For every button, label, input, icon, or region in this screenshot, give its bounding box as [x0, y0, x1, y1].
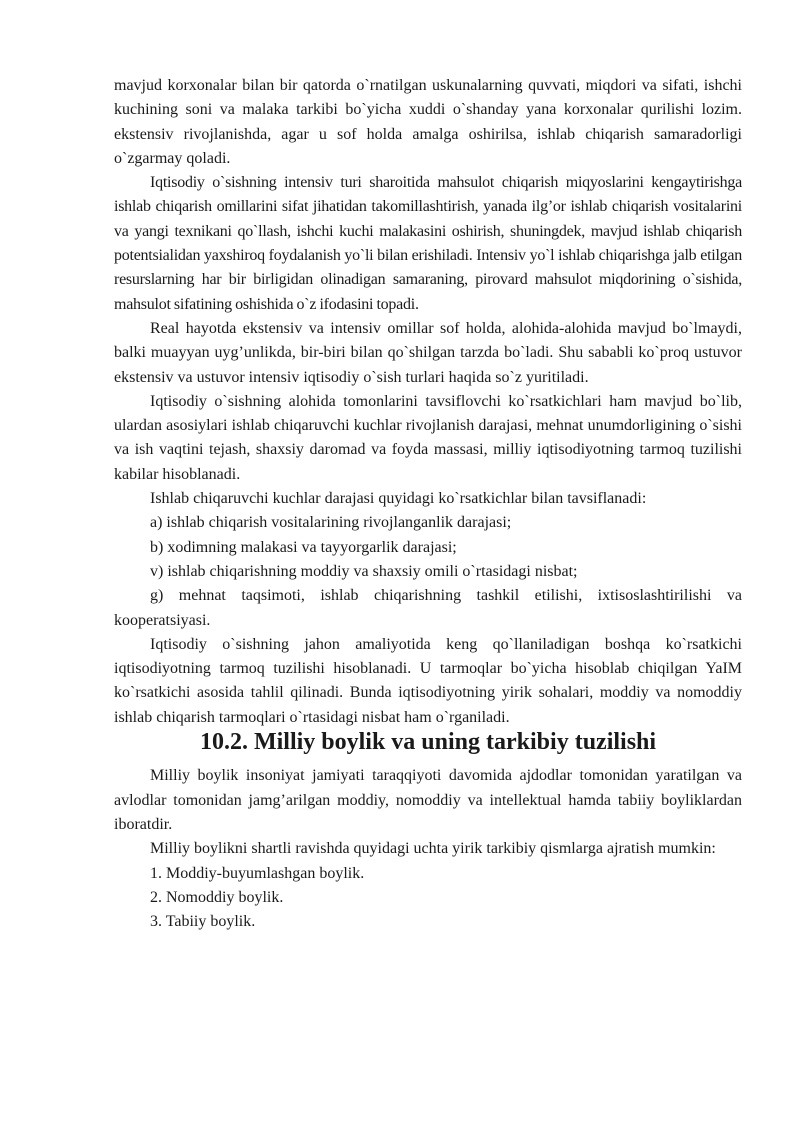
list-item-1: 1. Moddiy-buyumlashgan boylik. — [150, 864, 365, 882]
list-item-g: g) mehnat taqsimoti, ishlab chiqarishning tashkil etilishi, ixtisoslashtirilishi va kooperatsiyasi. — [114, 587, 742, 629]
paragraph-continuation: mavjud korxonalar bilan bir qatorda o`rnatilgan uskunalarning quvvati, miqdori va sifati, ishchi kuchining soni va malaka tarkibi bo`yicha xuddi o`shanday yana korxonalar qurilishi lozim. ekstensiv rivojlanishda, agar u sof holda amalga oshirilsa, ishlab chiqarish samaradorligi o`zgarmay qoladi. — [114, 77, 742, 167]
paragraph-real-life-factors: Real hayotda ekstensiv va intensiv omillar sof holda, alohida-alohida mavjud bo`lmaydi, balki muayyan uyg’unlikda, bir-biri bilan qo`shilgan tarzda bo`ladi. Shu sababli ko`proq ustuvor ekstensiv va ustuvor intensiv iqtisodiy o`sish turlari haqida so`z yuritiladi. — [114, 319, 742, 386]
list-item-v: v) ishlab chiqarishning moddiy va shaxsiy omili o`rtasidagi nisbat; — [150, 562, 578, 580]
paragraph-sector-structure: Iqtisodiy o`sishning jahon amaliyotida keng qo`llaniladigan boshqa ko`rsatkichi iqtisodiyotning tarmoq tuzilishi hisoblanadi. U tarmoqlar bo`yicha hisoblab chiqilgan YaIM ko`rsatkichi asosida tahlil qilinadi. Bunda iqtisodiyotning yirik sohalari, moddiy va nomoddiy ishlab chiqarish tarmoqlari o`rtasidagi nisbat ham o`rganiladi. — [114, 635, 742, 726]
list-item-b: b) xodimning malakasi va tayyorgarlik darajasi; — [150, 538, 457, 556]
list-item-3: 3. Tabiiy boylik. — [150, 913, 256, 931]
document-page — [114, 74, 742, 934]
section-heading: 10.2. Milliy boylik va uning tarkibiy tuzilishi — [199, 729, 657, 756]
paragraph-national-wealth-parts: Milliy boylikni shartli ravishda quyidagi uchta yirik tarkibiy qismlarga ajratish mumkin: — [150, 840, 716, 858]
paragraph-productive-forces-intro: Ishlab chiqaruvchi kuchlar darajasi quyidagi ko`rsatkichlar bilan tavsiflanadi: — [150, 490, 647, 508]
paragraph-intensive-growth: Iqtisodiy o`sishning intensiv turi sharoitida mahsulot chiqarish miqyoslarini kengaytirishga ishlab chiqarish omillarini sifat jihatidan takomillashtirish, yanada ilg’or ishlab chiqarish vositalarini va yangi texnikani qo`llash, ishchi kuchi malakasini oshirish, shuningdek, mavjud ishlab chiqarish potentsialidan yaxshiroq foydalanish yo`li bilan erishiladi. Intensiv yo`l ishlab chiqarishga jalb etilgan resurslarning har bir birligidan olinadigan samaraning, pirovard mahsulot miqdorining o`sishida, mahsulot sifatining oshishida o`z ifodasini topadi. — [114, 174, 742, 313]
paragraph-growth-indicators: Iqtisodiy o`sishning alohida tomonlarini tavsiflovchi ko`rsatkichlari ham mavjud bo`lib, ulardan asosiylari ishlab chiqaruvchi kuchlar rivojlanish darajasi, mehnat unumdorligining o`sishi va ish vaqtini tejash, shaxsiy daromad va foyda massasi, milliy iqtisodiyotning tarmoq tuzilishi kabilar hisoblanadi. — [114, 392, 742, 483]
paragraph-national-wealth-definition: Milliy boylik insoniyat jamiyati taraqqiyoti davomida ajdodlar tomonidan yaratilgan va avlodlar tomonidan jamg’arilgan moddiy, nomoddiy va intellektual hamda tabiiy boyliklardan iboratdir. — [114, 767, 742, 833]
list-item-2: 2. Nomoddiy boylik. — [150, 888, 284, 906]
list-item-a: a) ishlab chiqarish vositalarining rivojlanganlik darajasi; — [150, 514, 512, 532]
